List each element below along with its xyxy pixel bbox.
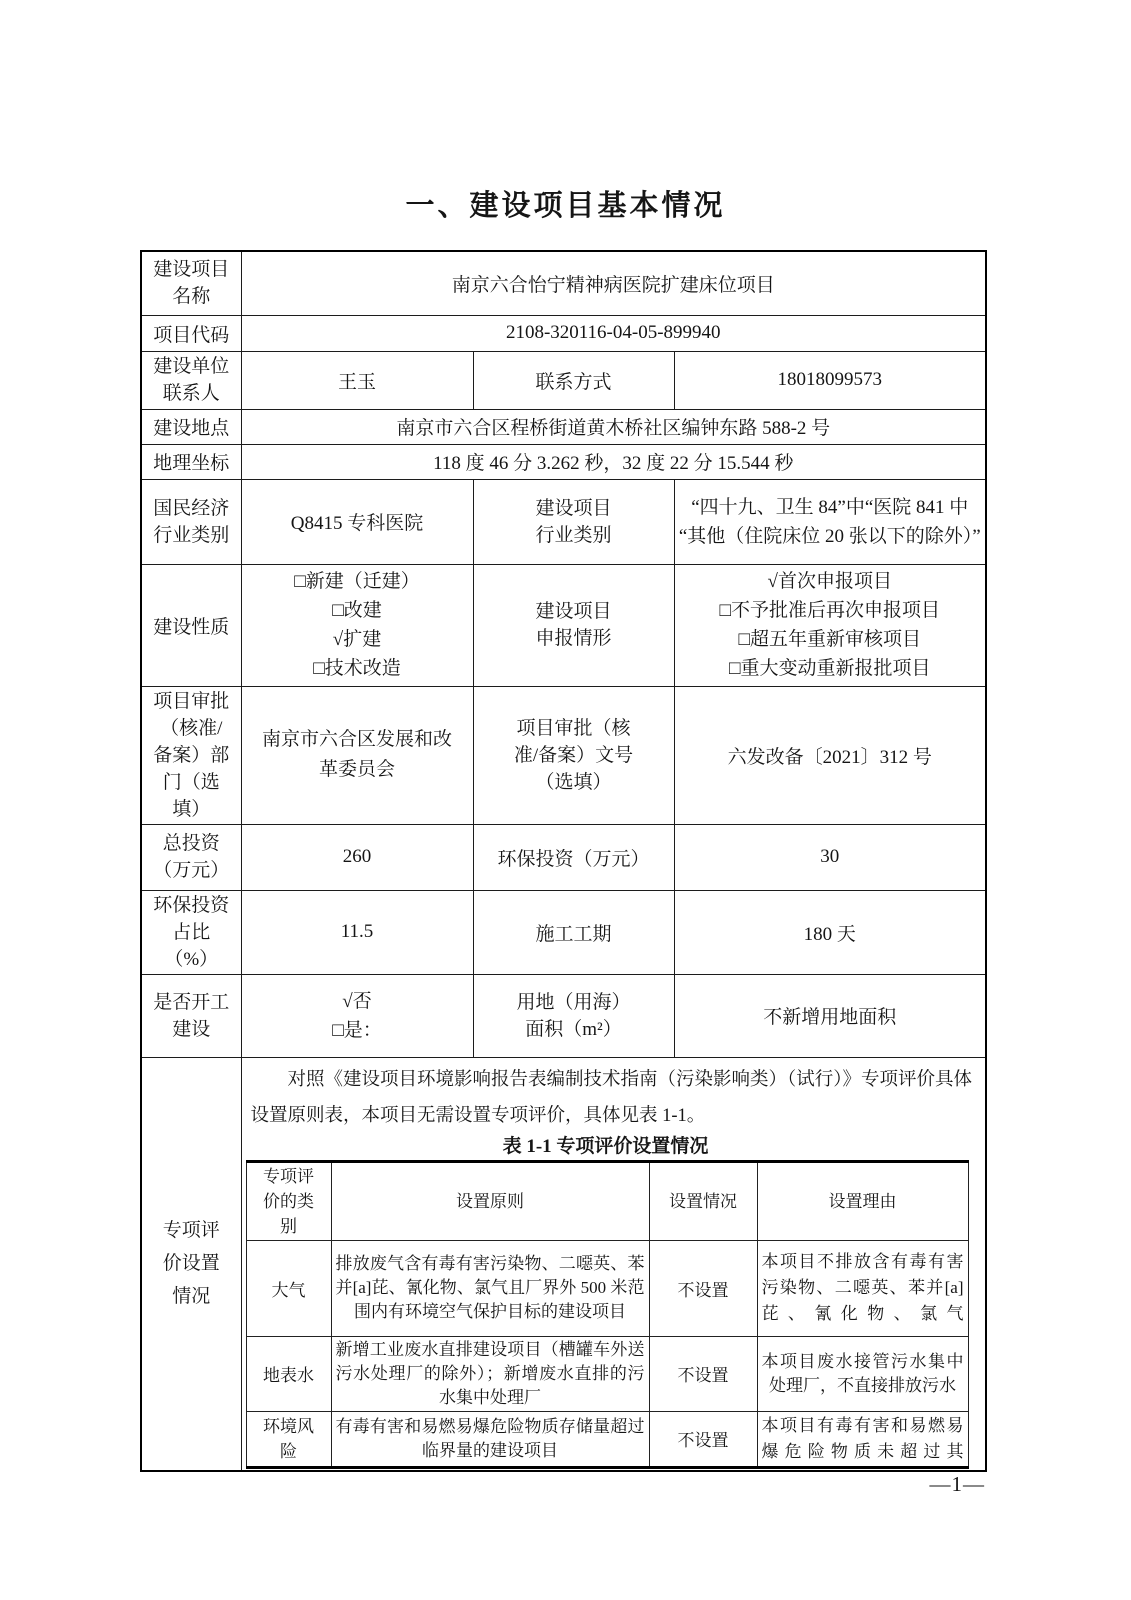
header-principle: 设置原则	[331, 1161, 649, 1240]
label-coordinates: 地理坐标	[141, 444, 241, 479]
page-title: 一、建设项目基本情况	[405, 190, 726, 222]
checkbox-option: □新建（迁建）	[294, 571, 420, 592]
value-location: 南京市六合区程桥街道黄木桥社区编钟东路 588-2 号	[241, 409, 986, 444]
row-contact	[141, 351, 986, 409]
special-evaluation-content	[241, 1057, 986, 1471]
label-project-industry: 建设项目行业类别	[473, 479, 674, 564]
value-project-name: 南京六合怡宁精神病医院扩建床位项目	[241, 251, 986, 315]
label-project-code: 项目代码	[141, 315, 241, 351]
basic-info-table	[140, 250, 987, 1472]
value-construction-period: 180 天	[674, 890, 986, 974]
row-approval	[141, 686, 986, 824]
cell-principle: 排放废气含有毒有害污染物、二噁英、苯并[a]芘、氰化物、氯气且厂界外 500 米范围内有环境空气保护目标的建设项目	[331, 1240, 649, 1336]
row-industry	[141, 479, 986, 564]
cell-category: 地表水	[246, 1336, 331, 1411]
row-coordinates	[141, 444, 986, 479]
label-construction-started: 是否开工建设	[141, 974, 241, 1057]
row-project-name	[141, 251, 986, 315]
checkbox-option: □是：	[332, 1019, 382, 1041]
row-location	[141, 409, 986, 444]
value-approval-doc: 六发改备〔2021〕312 号	[674, 686, 986, 824]
label-construction-period: 施工工期	[473, 890, 674, 974]
cell-category: 环境风险	[246, 1411, 331, 1467]
value-total-investment: 260	[241, 824, 473, 890]
label-industry: 国民经济行业类别	[141, 479, 241, 564]
label-env-investment: 环保投资（万元）	[473, 824, 674, 890]
value-project-industry: “四十九、卫生 84”中“医院 841 中 “其他（住院床位 20 张以下的除外）”	[674, 479, 986, 564]
cell-setting: 不设置	[649, 1336, 757, 1411]
value-contact-method: 18018099573	[674, 351, 986, 409]
row-construction-started	[141, 974, 986, 1057]
value-project-code: 2108-320116-04-05-899940	[241, 315, 986, 351]
subtable-header-row	[246, 1161, 968, 1240]
cell-setting: 不设置	[649, 1240, 757, 1336]
subtable-row-surface-water	[246, 1336, 968, 1411]
row-investment	[141, 824, 986, 890]
value-industry: Q8415 专科医院	[241, 479, 473, 564]
label-approval-doc: 项目审批（核准/备案）文号（选填）	[473, 686, 674, 824]
subtable-title: 表 1-1 专项评价设置情况	[502, 1135, 709, 1157]
checkbox-option: □改建	[332, 600, 382, 621]
label-contact-method: 联系方式	[473, 351, 674, 409]
construction-started-options	[241, 974, 473, 1057]
label-declaration-situation: 建设项目申报情形	[473, 564, 674, 686]
row-project-code	[141, 315, 986, 351]
checkbox-option: √首次申报项目	[767, 571, 892, 592]
checkbox-option: □超五年重新审核项目	[738, 629, 921, 650]
label-approval-dept: 项目审批（核准/备案）部门（选填）	[141, 686, 241, 824]
cell-principle: 新增工业废水直排建设项目（槽罐车外送污水处理厂的除外）；新增废水直排的污水集中处理厂	[331, 1336, 649, 1411]
cell-reason: 本项目废水接管污水集中处理厂，不直接排放污水	[757, 1336, 968, 1411]
cell-reason: 本项目有毒有害和易燃易爆危险物质未超过其	[757, 1411, 968, 1467]
cell-principle: 有毒有害和易燃易爆危险物质存储量超过临界量的建设项目	[331, 1411, 649, 1467]
cell-setting: 不设置	[649, 1411, 757, 1467]
subtable-row-air	[246, 1240, 968, 1336]
header-reason: 设置理由	[757, 1161, 968, 1240]
value-land-area: 不新增用地面积	[674, 974, 986, 1057]
special-evaluation-table	[246, 1160, 969, 1469]
cell-category: 大气	[246, 1240, 331, 1336]
checkbox-option: □不予批准后再次申报项目	[719, 600, 940, 621]
special-evaluation-paragraph: 对照《建设项目环境影响报告表编制技术指南（污染影响类）（试行）》专项评价具体设置原则表，本项目无需设置专项评价，具体见表 1-1。	[250, 1069, 973, 1126]
declaration-situation-options	[674, 564, 986, 686]
row-special-evaluation	[141, 1057, 986, 1471]
checkbox-option: □重大变动重新报批项目	[729, 658, 931, 679]
value-env-ratio: 11.5	[241, 890, 473, 974]
checkbox-option: □技术改造	[313, 658, 401, 679]
label-total-investment: 总投资（万元）	[141, 824, 241, 890]
construction-nature-options	[241, 564, 473, 686]
label-land-area: 用地（用海）面积（m²）	[473, 974, 674, 1057]
label-construction-nature: 建设性质	[141, 564, 241, 686]
checkbox-option: √扩建	[332, 629, 382, 650]
row-env-ratio	[141, 890, 986, 974]
header-setting: 设置情况	[649, 1161, 757, 1240]
subtable-row-env-risk	[246, 1411, 968, 1467]
checkbox-option: √否	[342, 990, 372, 1012]
header-category: 专项评价的类别	[246, 1161, 331, 1240]
value-coordinates: 118 度 46 分 3.262 秒，32 度 22 分 15.544 秒	[241, 444, 986, 479]
label-location: 建设地点	[141, 409, 241, 444]
page-number: —1—	[929, 1472, 985, 1496]
row-construction-nature	[141, 564, 986, 686]
value-env-investment: 30	[674, 824, 986, 890]
label-env-ratio: 环保投资占比（%）	[141, 890, 241, 974]
label-project-name: 建设项目名称	[141, 251, 241, 315]
label-contact-person: 建设单位联系人	[141, 351, 241, 409]
label-special-evaluation: 专项评价设置情况	[141, 1057, 241, 1471]
value-approval-dept: 南京市六合区发展和改革委员会	[241, 686, 473, 824]
cell-reason: 本项目不排放含有毒有害污染物、二噁英、苯并[a]芘、氰化物、氯气	[757, 1240, 968, 1336]
value-contact-person: 王玉	[241, 351, 473, 409]
